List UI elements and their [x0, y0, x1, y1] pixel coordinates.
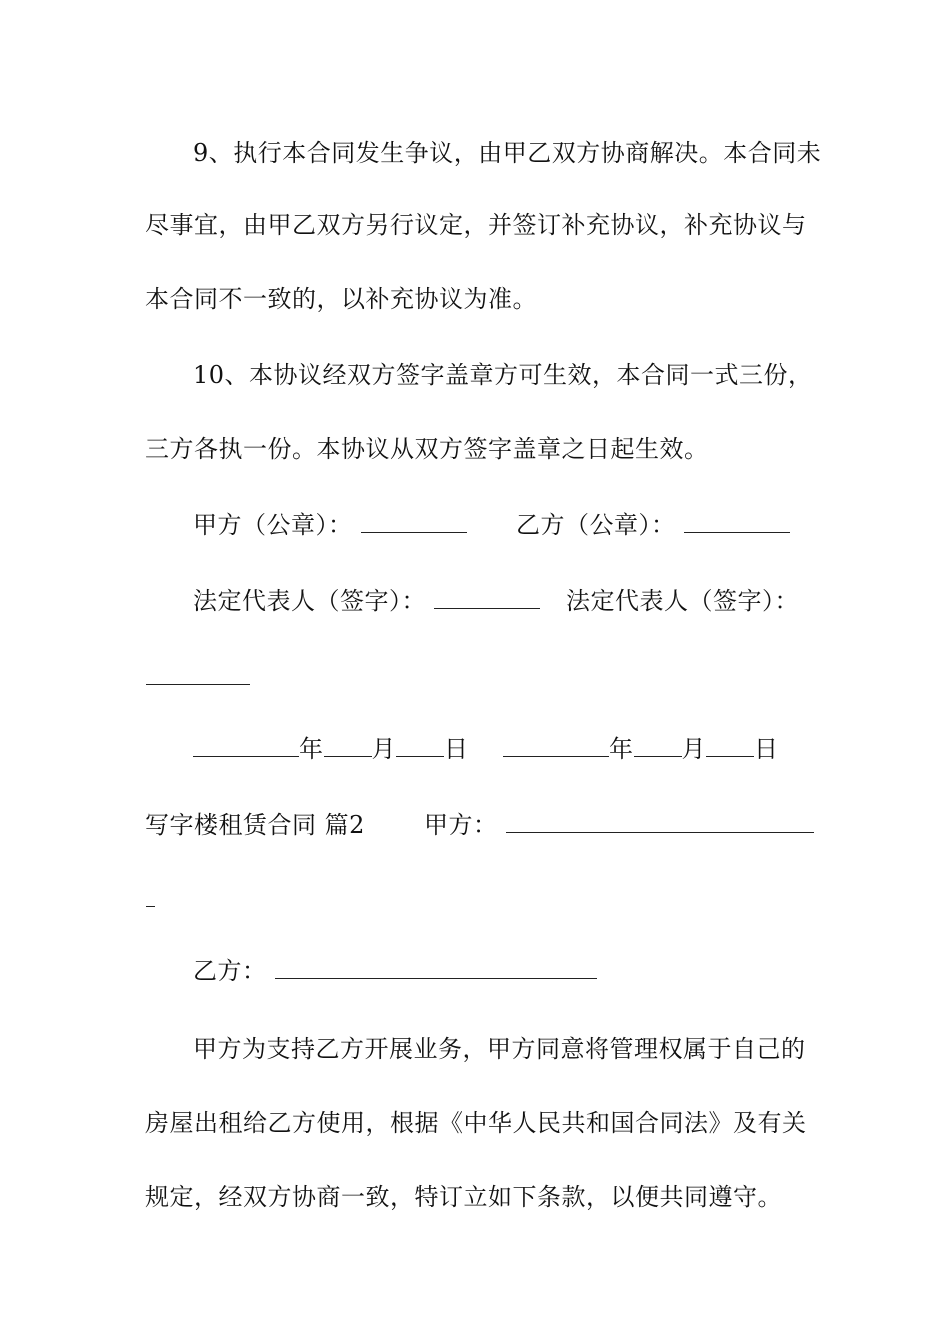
party-b-seal-label: 乙方（公章）： — [516, 511, 676, 539]
party-a-seal-label: 甲方（公章）： — [193, 511, 353, 539]
rep-b-row — [566, 586, 799, 616]
section-2-party-a-label: 甲方： — [424, 811, 498, 839]
section-2-party-b-row — [193, 956, 597, 986]
date-a-day-blank[interactable] — [396, 734, 444, 757]
date-row-a — [193, 734, 469, 764]
date-b-year-label: 年 — [609, 735, 634, 763]
rep-a-label: 法定代表人（签字）： — [193, 587, 426, 615]
clause-9-line-3: 本合同不一致的，以补充协议为准。 — [145, 285, 537, 313]
date-b-month-blank[interactable] — [634, 734, 682, 757]
section-2-party-a-blank[interactable] — [506, 810, 814, 833]
date-b-day-blank[interactable] — [706, 734, 754, 757]
clause-10-line-1: 10、本协议经双方签字盖章方可生效，本合同一式三份， — [193, 361, 813, 389]
section-2-party-a-blank-wrap — [146, 906, 155, 907]
section-2-party-a-row — [424, 810, 814, 840]
date-row-b — [503, 734, 779, 764]
section-2-intro-line-2: 房屋出租给乙方使用，根据《中华人民共和国合同法》及有关 — [145, 1109, 807, 1137]
party-b-seal-row — [516, 510, 790, 540]
clause-9-line-1: 9、执行本合同发生争议，由甲乙双方协商解决。本合同未 — [193, 139, 822, 167]
date-a-year-blank[interactable] — [193, 734, 299, 757]
section-2-title: 写字楼租赁合同 篇2 — [145, 811, 365, 839]
date-b-year-blank[interactable] — [503, 734, 609, 757]
clause-10-line-2: 三方各执一份。本协议从双方签字盖章之日起生效。 — [145, 435, 709, 463]
rep-a-blank[interactable] — [434, 586, 540, 609]
section-2-party-b-blank[interactable] — [275, 956, 597, 979]
date-a-day-label: 日 — [444, 735, 469, 763]
seal-row — [193, 510, 467, 540]
date-a-month-blank[interactable] — [324, 734, 372, 757]
rep-b-blank[interactable] — [146, 662, 250, 685]
date-b-day-label: 日 — [754, 735, 779, 763]
section-2-party-b-label: 乙方： — [193, 957, 267, 985]
clause-9-line-2: 尽事宜，由甲乙双方另行议定，并签订补充协议，补充协议与 — [145, 211, 807, 239]
section-2-intro-line-3: 规定，经双方协商一致，特订立如下条款，以便共同遵守。 — [145, 1183, 782, 1211]
date-b-month-label: 月 — [681, 735, 706, 763]
section-2-intro-line-1: 甲方为支持乙方开展业务，甲方同意将管理权属于自己的 — [193, 1035, 806, 1063]
party-b-seal-blank[interactable] — [684, 510, 790, 533]
rep-b-label: 法定代表人（签字）： — [566, 587, 799, 615]
date-a-month-label: 月 — [371, 735, 396, 763]
date-a-year-label: 年 — [299, 735, 324, 763]
rep-row — [193, 586, 540, 616]
party-a-seal-blank[interactable] — [361, 510, 467, 533]
